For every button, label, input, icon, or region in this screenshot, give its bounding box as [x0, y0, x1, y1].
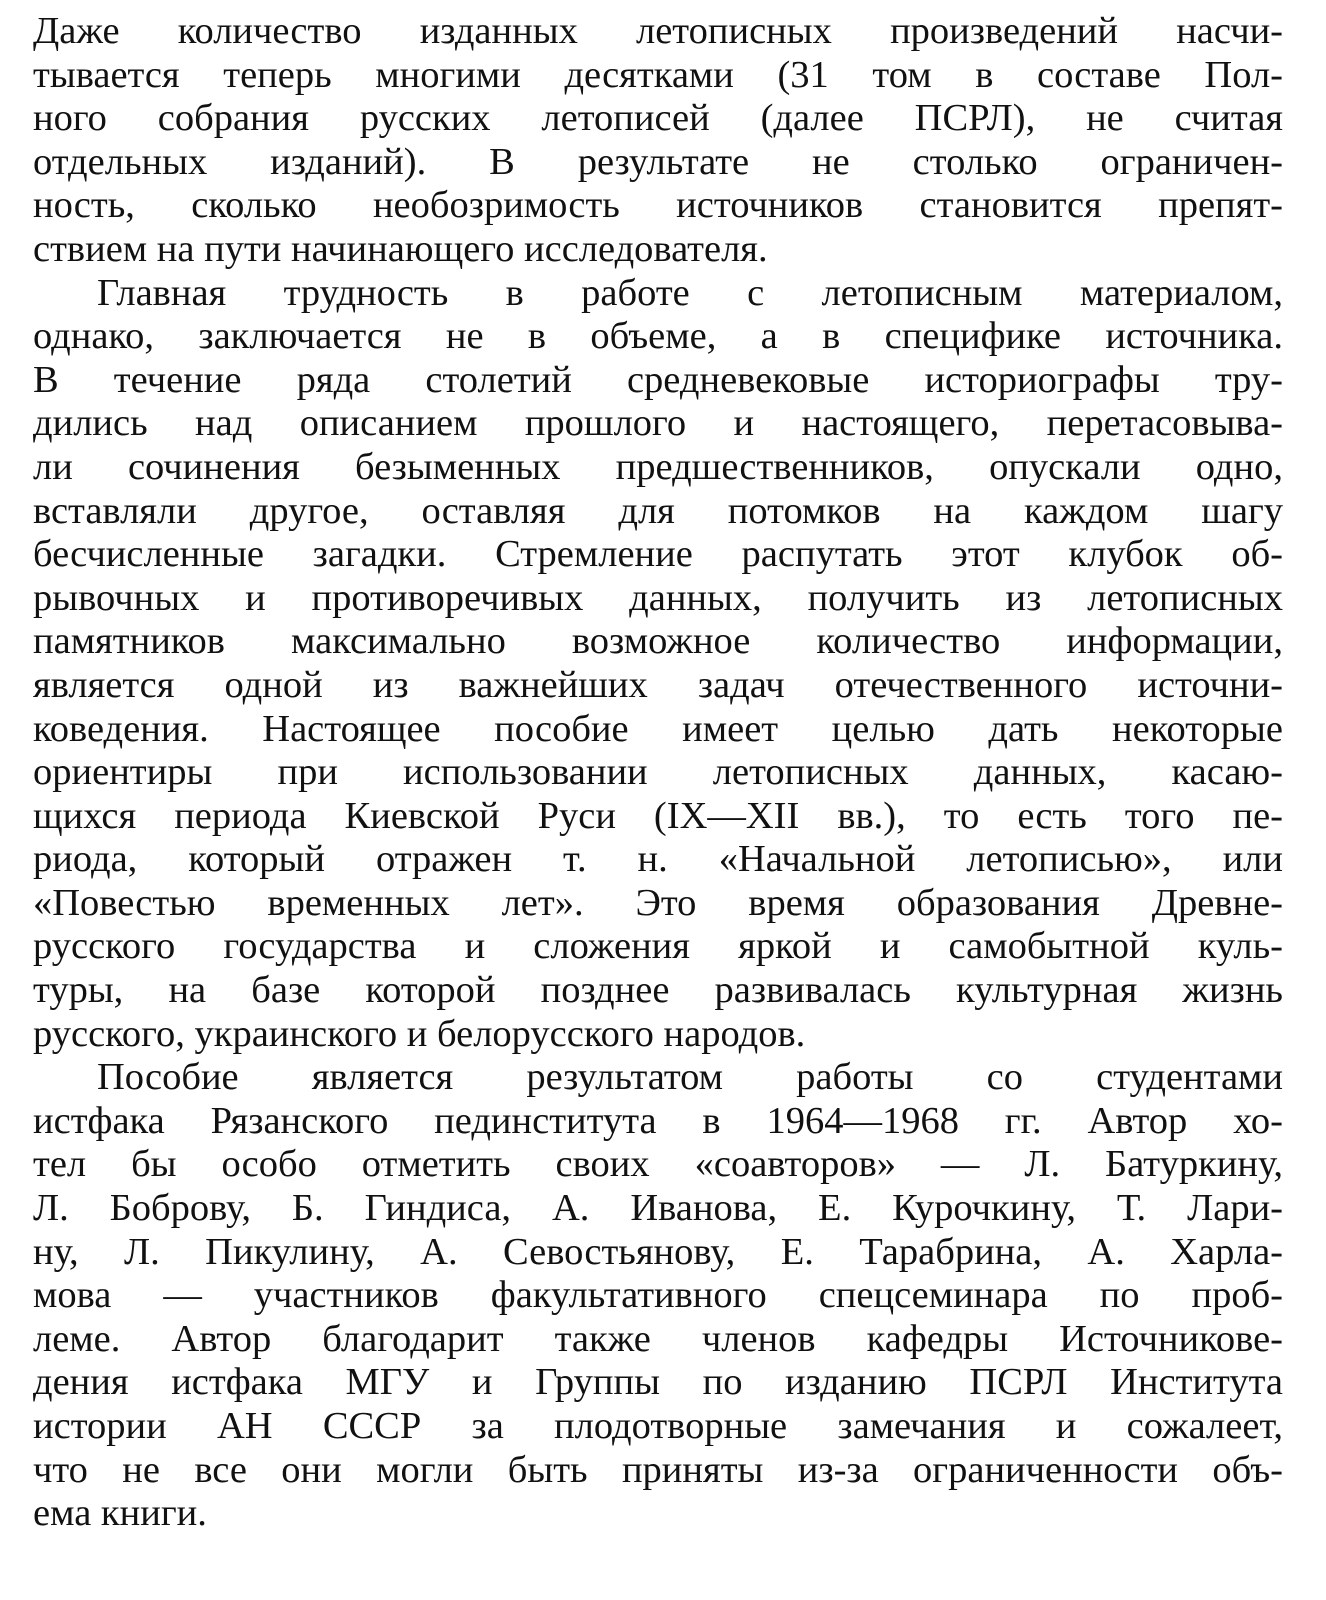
text-line: В течение ряда столетий средневековые историографы тру-	[33, 358, 1283, 401]
text-line: ного собрания русских летописей (далее ПСРЛ), не считая	[33, 97, 1283, 140]
text-line: Л. Боброву, Б. Гиндиса, А. Иванова, Е. Курочкину, Т. Лари-	[33, 1187, 1283, 1230]
text-line: вставляли другое, оставляя для потомков на каждом шагу	[33, 489, 1283, 532]
text-line: истфака Рязанского пединститута в 1964—1968 гг. Автор хо-	[33, 1099, 1283, 1142]
text-line: туры, на базе которой позднее развивалась культурная жизнь	[33, 969, 1283, 1012]
text-line: леме. Автор благодарит также членов кафедры Источникове-	[33, 1317, 1283, 1360]
text-line: дения истфака МГУ и Группы по изданию ПСРЛ Института	[33, 1361, 1283, 1404]
paragraph	[33, 1056, 1283, 1536]
paragraph	[33, 272, 1283, 1057]
text-line: рывочных и противоречивых данных, получить из летописных	[33, 576, 1283, 619]
text-line: ориентиры при использовании летописных данных, касаю-	[33, 751, 1283, 794]
text-line: однако, заключается не в объеме, а в специфике источника.	[33, 315, 1283, 358]
text-line: «Повестью временных лет». Это время образования Древне-	[33, 881, 1283, 924]
text-line: памятников максимально возможное количество информации,	[33, 620, 1283, 663]
text-line: мова — участников факультативного спецсеминара по проб-	[33, 1274, 1283, 1317]
text-line: дились над описанием прошлого и настоящего, перетасовыва-	[33, 402, 1283, 445]
text-line: отдельных изданий). В результате не столько ограничен-	[33, 140, 1283, 183]
text-line: тел бы особо отметить своих «соавторов» — Л. Батуркину,	[33, 1143, 1283, 1186]
text-line: щихся периода Киевской Руси (IX—XII вв.), то есть того пе-	[33, 794, 1283, 837]
text-line: ли сочинения безыменных предшественников, опускали одно,	[33, 445, 1283, 488]
text-line: бесчисленные загадки. Стремление распутать этот клубок об-	[33, 533, 1283, 576]
text-line: ствием на пути начинающего исследователя.	[33, 227, 768, 270]
text-line: Пособие является результатом работы со студентами	[97, 1056, 1283, 1099]
text-line: является одной из важнейших задач отечественного источни-	[33, 663, 1283, 706]
text-line: ну, Л. Пикулину, А. Севостьянову, Е. Тарабрина, А. Харла-	[33, 1230, 1283, 1273]
text-line: риода, который отражен т. н. «Начальной летописью», или	[33, 838, 1283, 881]
text-line: ема книги.	[33, 1492, 207, 1535]
paragraph	[33, 10, 1283, 272]
text-line: русского государства и сложения яркой и самобытной куль-	[33, 925, 1283, 968]
text-line: истории АН СССР за плодотворные замечания и сожалеет,	[33, 1405, 1283, 1447]
text-line: Главная трудность в работе с летописным материалом,	[97, 271, 1283, 314]
document-page	[33, 10, 1283, 1536]
text-line: Даже количество изданных летописных произведений насчи-	[33, 10, 1283, 52]
text-line: что не все они могли быть приняты из-за ограниченности объ-	[33, 1448, 1283, 1491]
text-line: тывается теперь многими десятками (31 том в составе Пол-	[33, 53, 1283, 96]
text-line: русского, украинского и белорусского народов.	[33, 1012, 806, 1055]
text-line: коведения. Настоящее пособие имеет целью дать некоторые	[33, 707, 1283, 750]
text-line: ность, сколько необозримость источников становится препят-	[33, 184, 1283, 227]
